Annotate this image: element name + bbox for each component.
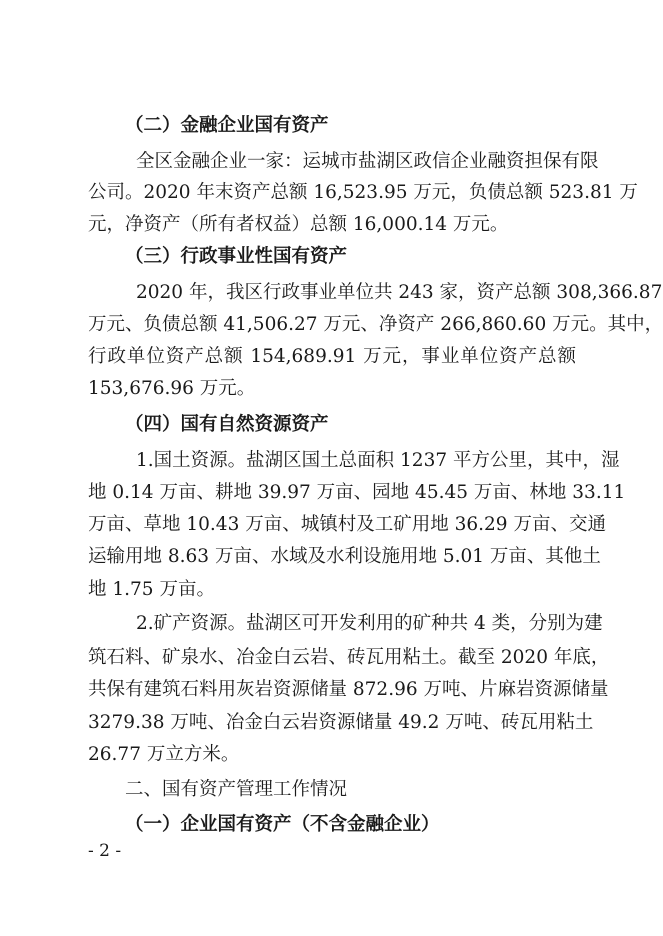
paragraph-line: 3279.38 万吨、冶金白云岩资源储量 49.2 万吨、砖瓦用粘土 [88, 712, 594, 733]
paragraph-line: 2.矿产资源。盐湖区可开发利用的矿种共 4 类，分别为建 [136, 613, 603, 634]
paragraph-line: 筑石料、矿泉水、冶金白云岩、砖瓦用粘土。截至 2020 年底， [88, 647, 610, 668]
paragraph-line: 元，净资产（所有者权益）总额 16,000.14 万元。 [88, 214, 509, 235]
paragraph-line: 万亩、草地 10.43 万亩、城镇村及工矿用地 36.29 万亩、交通 [88, 514, 606, 535]
paragraph-line: 2020 年，我区行政事业单位共 243 家，资产总额 308,366.87 [136, 282, 663, 303]
paragraph-line: 共保有建筑石料用灰岩资源储量 872.96 万吨、片麻岩资源储量 [88, 679, 609, 700]
paragraph-line: 公司。2020 年末资产总额 16,523.95 万元，负债总额 523.81 万 [88, 182, 638, 203]
paragraph-line: 26.77 万立方米。 [88, 744, 240, 765]
paragraph-line: 全区金融企业一家：运城市盐湖区政信企业融资担保有限 [136, 151, 599, 172]
paragraph-line: 153,676.96 万元。 [88, 378, 256, 399]
paragraph-line: 1.国土资源。盐湖区国土总面积 1237 平方公里，其中，湿 [136, 450, 620, 471]
paragraph-line: 地 0.14 万亩、耕地 39.97 万亩、园地 45.45 万亩、林地 33.11 [88, 482, 626, 503]
paragraph-line: 地 1.75 万亩。 [88, 579, 215, 600]
section-heading-financial-assets: （二）金融企业国有资产 [125, 115, 329, 136]
paragraph-line: 运输用地 8.63 万亩、水域及水利设施用地 5.01 万亩、其他土 [88, 546, 601, 567]
section-heading-admin-assets: （三）行政事业性国有资产 [125, 246, 348, 267]
section-heading-natural-resources: （四）国有自然资源资产 [125, 414, 329, 435]
paragraph-line: 行政单位资产总额 154,689.91 万元，事业单位资产总额 [88, 346, 576, 367]
section-heading-enterprise-assets: （一）企业国有资产（不含金融企业） [125, 814, 440, 835]
section-heading-management: 二、国有资产管理工作情况 [125, 779, 348, 800]
paragraph-line: 万元、负债总额 41,506.27 万元、净资产 266,860.60 万元。其中， [88, 314, 663, 335]
page-number: - 2 - [88, 841, 122, 861]
